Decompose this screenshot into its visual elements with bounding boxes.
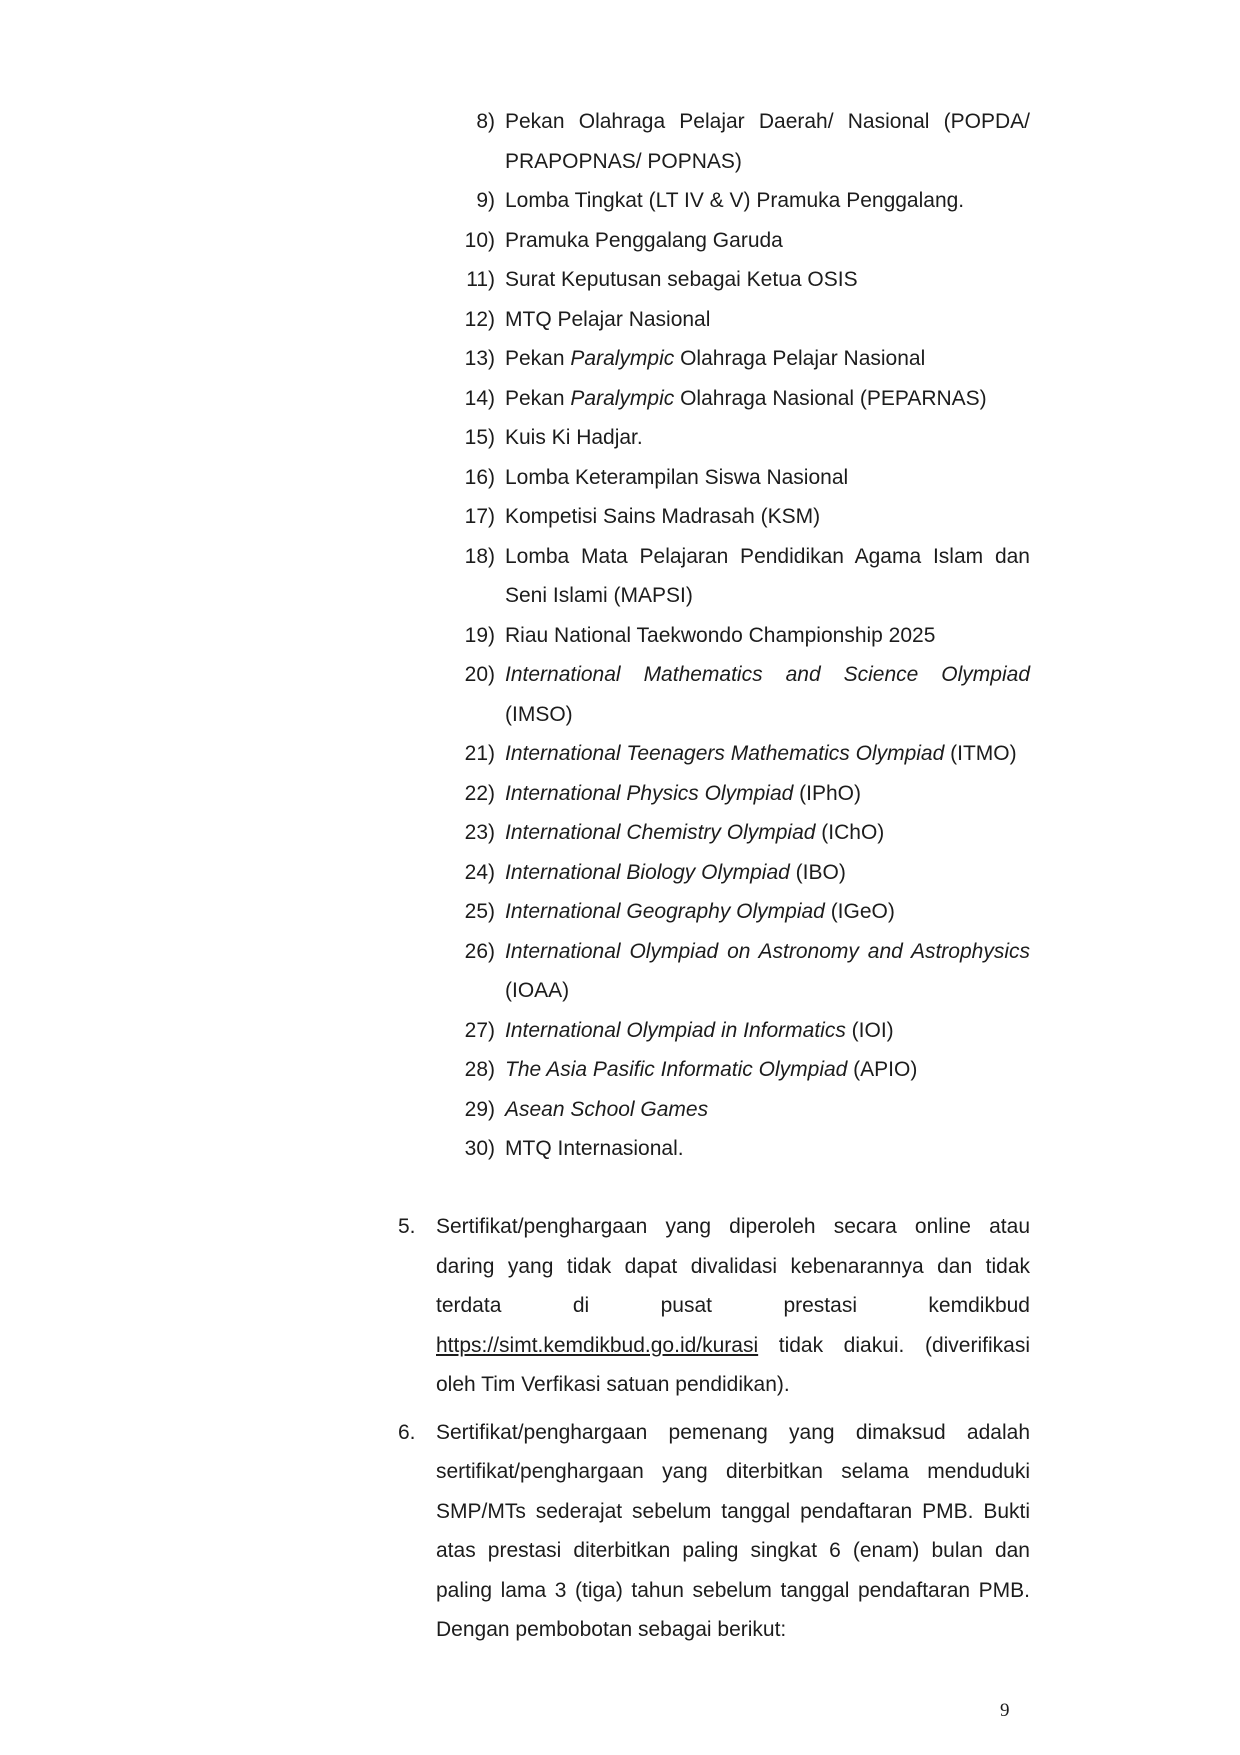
text-segment: Surat Keputusan sebagai Ketua OSIS xyxy=(505,268,858,291)
list-item xyxy=(455,339,1030,379)
text-segment: MTQ Internasional. xyxy=(505,1137,684,1160)
list-item-number: 23) xyxy=(464,821,495,844)
list-item xyxy=(455,497,1030,537)
point-6 xyxy=(398,1413,1030,1650)
italic-text: Paralympic xyxy=(570,386,675,410)
list-item-text xyxy=(505,260,1030,300)
list-item-text xyxy=(505,458,1030,498)
text-segment: Pekan xyxy=(505,347,571,370)
list-item xyxy=(455,418,1030,458)
list-item-number: 11) xyxy=(466,268,495,291)
text-segment: Olahraga Nasional (PEPARNAS) xyxy=(674,386,987,410)
text-segment: (IBO) xyxy=(789,860,846,884)
list-item-text xyxy=(505,655,1030,734)
list-item xyxy=(455,300,1030,340)
list-item-number: 25) xyxy=(464,900,495,923)
text-segment: Kuis Ki Hadjar. xyxy=(505,426,643,449)
text-segment: Kompetisi Sains Madrasah (KSM) xyxy=(505,505,821,528)
text-segment: Pekan xyxy=(505,386,571,410)
text-segment: Lomba Keterampilan Siswa Nasional xyxy=(505,465,849,489)
list-item xyxy=(455,260,1030,300)
text-segment: Olahraga Pelajar Nasional xyxy=(674,347,926,370)
list-item-number: 21) xyxy=(464,742,495,765)
list-item-number: 20) xyxy=(464,663,495,686)
list-item-text xyxy=(505,102,1030,181)
text-segment: (IGeO) xyxy=(824,900,895,923)
italic-text: The Asia Pasific Informatic Olympiad xyxy=(505,1058,848,1081)
list-item-text xyxy=(505,300,1030,340)
list-item-text xyxy=(505,1129,1030,1169)
list-item-text xyxy=(505,932,1030,1011)
list-item-number: 14) xyxy=(464,386,495,410)
list-item-text xyxy=(505,537,1030,616)
list-item-number: 13) xyxy=(464,347,495,370)
requirements-list xyxy=(398,1207,1030,1658)
text-segment: (ITMO) xyxy=(944,742,1017,765)
point-number: 5. xyxy=(398,1215,416,1238)
list-item-number: 8) xyxy=(476,110,495,133)
text-segment: Pekan Olahraga Pelajar Daerah/ Nasional (POPDA/ PRAPOPNAS/ POPNAS) xyxy=(505,110,1030,173)
list-item-number: 18) xyxy=(464,544,495,568)
list-item-number: 27) xyxy=(464,1018,495,1042)
list-item-text xyxy=(505,181,1030,221)
list-item-number: 24) xyxy=(464,860,495,884)
list-item-text xyxy=(505,1050,1030,1090)
list-item xyxy=(455,537,1030,616)
list-item-number: 17) xyxy=(464,505,495,528)
list-item xyxy=(455,379,1030,419)
list-item xyxy=(455,181,1030,221)
list-item-text xyxy=(505,734,1030,774)
list-item xyxy=(455,458,1030,498)
page-number: 9 xyxy=(1000,1700,1010,1721)
italic-text: International Olympiad in Informatics xyxy=(505,1018,846,1042)
text-segment: (APIO) xyxy=(847,1058,918,1081)
list-item-number: 22) xyxy=(464,781,495,805)
text-segment: (IOAA) xyxy=(505,979,570,1002)
list-item-text xyxy=(505,339,1030,379)
italic-text: Asean School Games xyxy=(505,1097,709,1121)
list-item-number: 15) xyxy=(464,426,495,449)
list-item-number: 30) xyxy=(464,1137,495,1160)
italic-text: International Mathematics and Science Olympiad xyxy=(505,663,1030,686)
list-item xyxy=(455,932,1030,1011)
list-item-text xyxy=(505,892,1030,932)
achievement-list xyxy=(455,102,1030,1169)
text-segment: Pramuka Penggalang Garuda xyxy=(505,228,783,252)
list-item xyxy=(455,616,1030,656)
italic-text: International Teenagers Mathematics Olympiad xyxy=(505,742,945,765)
list-item-text xyxy=(505,418,1030,458)
list-item-number: 29) xyxy=(464,1097,495,1121)
list-item-text xyxy=(505,1090,1030,1130)
list-item-text xyxy=(505,1011,1030,1051)
text-segment: Lomba Tingkat (LT IV & V) Pramuka Penggalang. xyxy=(505,189,965,212)
text-segment: (IPhO) xyxy=(793,781,861,805)
text-segment: MTQ Pelajar Nasional xyxy=(505,307,711,331)
list-item xyxy=(455,853,1030,893)
list-item-number: 12) xyxy=(464,307,495,331)
list-item-text xyxy=(505,497,1030,537)
list-item xyxy=(455,1011,1030,1051)
point-5 xyxy=(398,1207,1030,1405)
list-item xyxy=(455,734,1030,774)
text-segment: (IOI) xyxy=(845,1018,894,1042)
kurasi-link[interactable]: https://simt.kemdikbud.go.id/kurasi xyxy=(436,1333,759,1357)
point-text: Sertifikat/penghargaan yang diperoleh secara online atau daring yang tidak dapat divalidasi kebenarannya dan tidak terdata di pusat prestasi kemdikbud https://simt.kemdikbud.go.id/kurasi tidak diakui. (diverifikasi oleh Tim Verfikasi satuan pendidikan). xyxy=(436,1215,1030,1396)
list-item-number: 9) xyxy=(476,189,495,212)
italic-text: International Biology Olympiad xyxy=(505,860,790,884)
point-number: 6. xyxy=(398,1420,416,1444)
point-text: Sertifikat/penghargaan pemenang yang dimaksud adalah sertifikat/penghargaan yang diterbitkan selama menduduki SMP/MTs sederajat sebelum tanggal pendaftaran PMB. Bukti atas prestasi diterbitkan paling singkat 6 (enam) bulan dan paling lama 3 (tiga) tahun sebelum tanggal pendaftaran PMB. Dengan pembobotan sebagai berikut: xyxy=(436,1420,1030,1641)
list-item-number: 16) xyxy=(464,465,495,489)
list-item-number: 28) xyxy=(464,1058,495,1081)
text-segment: Lomba Mata Pelajaran Pendidikan Agama Islam dan Seni Islami (MAPSI) xyxy=(505,544,1030,607)
list-item xyxy=(455,774,1030,814)
italic-text: International Geography Olympiad xyxy=(505,900,825,923)
list-item-text xyxy=(505,774,1030,814)
italic-text: International Chemistry Olympiad xyxy=(505,821,816,844)
list-item-number: 10) xyxy=(464,228,495,252)
italic-text: International Olympiad on Astronomy and Astrophysics xyxy=(505,939,1030,963)
italic-text: Paralympic xyxy=(570,347,675,370)
list-item-text xyxy=(505,221,1030,261)
list-item xyxy=(455,1129,1030,1169)
list-item-number: 19) xyxy=(464,623,495,647)
list-item-number: 26) xyxy=(464,939,495,963)
text-segment: (IMSO) xyxy=(505,702,573,726)
list-item xyxy=(455,813,1030,853)
list-item xyxy=(455,102,1030,181)
list-item xyxy=(455,1090,1030,1130)
list-item-text xyxy=(505,616,1030,656)
text-segment: Riau National Taekwondo Championship 2025 xyxy=(505,623,936,647)
italic-text: International Physics Olympiad xyxy=(505,781,794,805)
list-item xyxy=(455,655,1030,734)
list-item xyxy=(455,892,1030,932)
list-item-text xyxy=(505,379,1030,419)
list-item-text xyxy=(505,853,1030,893)
text-segment: (IChO) xyxy=(815,821,885,844)
list-item xyxy=(455,1050,1030,1090)
list-item-text xyxy=(505,813,1030,853)
list-item xyxy=(455,221,1030,261)
